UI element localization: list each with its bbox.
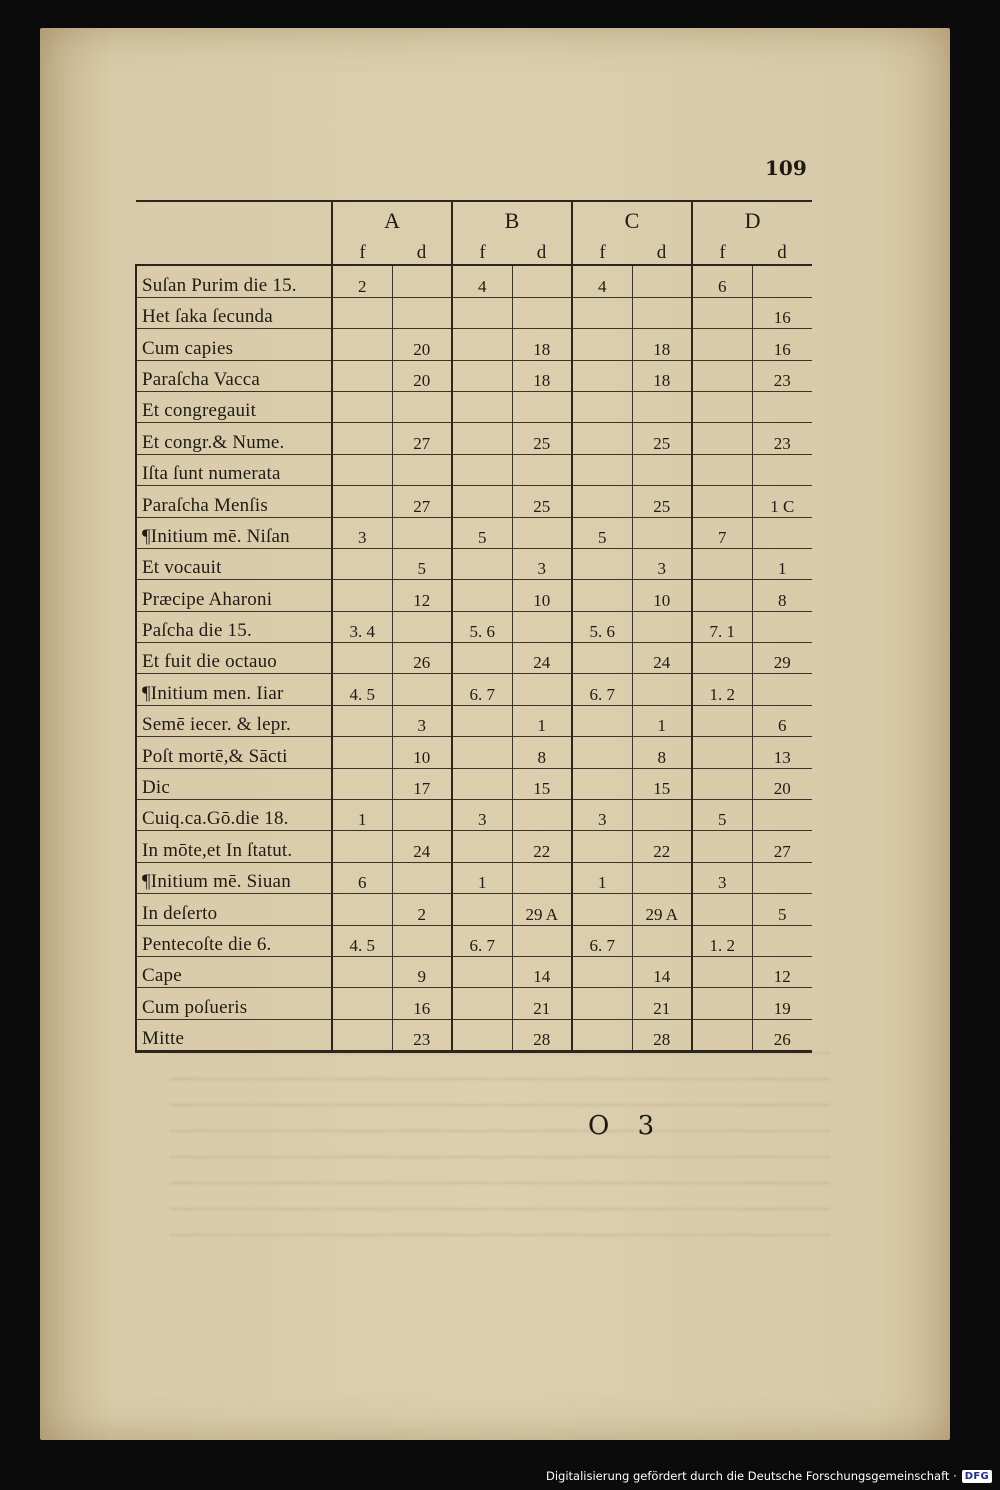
table-cell	[692, 297, 752, 328]
table-cell: 3	[392, 705, 452, 736]
table-cell: 23	[752, 423, 812, 454]
table-cell: 5. 6	[572, 611, 632, 642]
table-cell	[572, 705, 632, 736]
subheader-row	[136, 234, 812, 265]
table-cell: 8	[512, 737, 572, 768]
row-label: Cuiq.ca.Gō.die 18.	[136, 800, 332, 831]
table-cell	[692, 580, 752, 611]
table-cell: 6. 7	[452, 674, 512, 705]
table-cell: 22	[632, 831, 692, 862]
table-cell: 17	[392, 768, 452, 799]
table-cell: 6. 7	[572, 674, 632, 705]
table-cell	[452, 329, 512, 360]
table-cell	[752, 517, 812, 548]
table-cell	[632, 925, 692, 956]
table-cell: 2	[332, 265, 392, 297]
table-cell	[572, 454, 632, 485]
table-cell: 1	[452, 862, 512, 893]
table-cell: 27	[392, 486, 452, 517]
row-label: In deſerto	[136, 894, 332, 925]
table-cell	[692, 894, 752, 925]
table-cell: 10	[392, 737, 452, 768]
table-cell: 10	[512, 580, 572, 611]
table-cell	[512, 862, 572, 893]
table-cell: 27	[752, 831, 812, 862]
table-row	[136, 705, 812, 736]
table-cell: 4	[452, 265, 512, 297]
table-cell: 6. 7	[452, 925, 512, 956]
table-cell	[572, 831, 632, 862]
row-label: Iſta ſunt numerata	[136, 454, 332, 485]
table-cell	[452, 768, 512, 799]
table-cell	[392, 517, 452, 548]
table-cell: 3. 4	[332, 611, 392, 642]
bleed-through-text	[170, 1038, 830, 1238]
table-cell	[332, 643, 392, 674]
table-cell	[392, 925, 452, 956]
subheader-b-d: d	[512, 234, 572, 265]
table-cell: 18	[512, 329, 572, 360]
table-cell	[752, 265, 812, 297]
table-cell	[332, 768, 392, 799]
row-label: Semē iecer. & lepr.	[136, 705, 332, 736]
table-cell: 25	[632, 486, 692, 517]
table-cell	[752, 611, 812, 642]
table-cell: 3	[632, 548, 692, 579]
table-cell	[392, 297, 452, 328]
group-header-d: D	[692, 201, 812, 234]
table-cell	[332, 360, 392, 391]
table-cell: 16	[752, 297, 812, 328]
table-cell: 13	[752, 737, 812, 768]
table-cell	[332, 988, 392, 1019]
row-label: Pentecoſte die 6.	[136, 925, 332, 956]
table-row	[136, 862, 812, 893]
row-label: Cum capies	[136, 329, 332, 360]
group-header-c: C	[572, 201, 692, 234]
row-label: Paraſcha Menſis	[136, 486, 332, 517]
table-cell	[332, 831, 392, 862]
table-cell: 6	[332, 862, 392, 893]
table-cell: 7	[692, 517, 752, 548]
table-cell: 25	[512, 486, 572, 517]
table-cell: 3	[332, 517, 392, 548]
table-cell: 23	[752, 360, 812, 391]
digitization-footer	[546, 1466, 992, 1486]
table-cell: 14	[512, 956, 572, 987]
table-cell	[452, 988, 512, 1019]
table-cell	[332, 956, 392, 987]
table-cell: 21	[512, 988, 572, 1019]
table-cell: 14	[632, 956, 692, 987]
subheader-d-f: f	[692, 234, 752, 265]
subheader-a-f: f	[332, 234, 392, 265]
table-row	[136, 768, 812, 799]
table-cell	[572, 894, 632, 925]
table-cell	[512, 925, 572, 956]
row-label: Et congr.& Nume.	[136, 423, 332, 454]
table-cell: 12	[392, 580, 452, 611]
row-label: In mōte,et In ſtatut.	[136, 831, 332, 862]
table-cell	[692, 391, 752, 422]
table-cell: 5	[692, 800, 752, 831]
book-page	[40, 28, 950, 1440]
row-label: Het ſaka ſecunda	[136, 297, 332, 328]
table-row	[136, 894, 812, 925]
table-cell: 24	[512, 643, 572, 674]
table-cell	[332, 297, 392, 328]
table-cell	[572, 643, 632, 674]
table-cell	[692, 831, 752, 862]
table-cell	[452, 894, 512, 925]
table-cell	[392, 265, 452, 297]
table-cell	[752, 674, 812, 705]
group-header-a: A	[332, 201, 452, 234]
table-cell	[452, 548, 512, 579]
table-row	[136, 925, 812, 956]
table-cell	[572, 329, 632, 360]
table-cell	[692, 737, 752, 768]
table-cell	[452, 643, 512, 674]
table-cell	[452, 580, 512, 611]
subheader-c-d: d	[632, 234, 692, 265]
table-cell	[332, 705, 392, 736]
table-cell: 1. 2	[692, 674, 752, 705]
table-cell	[692, 956, 752, 987]
table-cell	[632, 800, 692, 831]
table-cell	[572, 988, 632, 1019]
table-cell	[692, 548, 752, 579]
table-row	[136, 391, 812, 422]
table-cell	[632, 517, 692, 548]
subheader-c-f: f	[572, 234, 632, 265]
footer-credit: Digitalisierung gefördert durch die Deutsche Forschungsgemeinschaft ·	[545, 1469, 957, 1483]
table-cell: 28	[632, 1019, 692, 1051]
table-row	[136, 517, 812, 548]
table-cell	[632, 454, 692, 485]
table-cell: 1	[512, 705, 572, 736]
row-label: Et fuit die octauo	[136, 643, 332, 674]
table-cell: 5	[572, 517, 632, 548]
table-cell: 27	[392, 423, 452, 454]
table-cell	[692, 643, 752, 674]
table-row	[136, 988, 812, 1019]
table-cell	[512, 454, 572, 485]
table-cell: 28	[512, 1019, 572, 1051]
dfg-logo-icon: DFG	[962, 1470, 992, 1483]
table-cell	[452, 360, 512, 391]
row-label: Et congregauit	[136, 391, 332, 422]
group-header-row	[136, 201, 812, 234]
table-row	[136, 831, 812, 862]
table-cell	[572, 956, 632, 987]
table-cell	[392, 391, 452, 422]
table-cell	[572, 580, 632, 611]
table-cell: 25	[512, 423, 572, 454]
table-cell	[332, 391, 392, 422]
table-cell: 6	[692, 265, 752, 297]
table-cell	[692, 454, 752, 485]
table-cell	[692, 768, 752, 799]
table-cell	[692, 705, 752, 736]
table-cell	[512, 265, 572, 297]
table-body	[136, 265, 812, 1051]
table-cell	[512, 800, 572, 831]
table-cell: 16	[752, 329, 812, 360]
table-row	[136, 643, 812, 674]
table-cell	[632, 265, 692, 297]
table-cell: 19	[752, 988, 812, 1019]
row-label: Suſan Purim die 15.	[136, 265, 332, 297]
row-label: Cum poſueris	[136, 988, 332, 1019]
table-cell: 29 A	[512, 894, 572, 925]
table-cell: 1	[752, 548, 812, 579]
table-cell: 20	[392, 360, 452, 391]
table-cell	[632, 674, 692, 705]
row-label: ¶Initium mē. Siuan	[136, 862, 332, 893]
table-cell	[332, 548, 392, 579]
table-cell	[632, 611, 692, 642]
table-cell: 22	[512, 831, 572, 862]
table-cell: 3	[572, 800, 632, 831]
table-cell	[512, 297, 572, 328]
subheader-d-d: d	[752, 234, 812, 265]
table-cell	[692, 988, 752, 1019]
table-cell	[572, 423, 632, 454]
table-cell	[332, 737, 392, 768]
table-cell: 3	[452, 800, 512, 831]
table-cell	[392, 674, 452, 705]
table-cell	[332, 329, 392, 360]
table-cell	[332, 486, 392, 517]
table-cell: 4. 5	[332, 925, 392, 956]
table-cell: 1	[572, 862, 632, 893]
row-label: Paraſcha Vacca	[136, 360, 332, 391]
table-cell: 15	[632, 768, 692, 799]
table-cell: 18	[512, 360, 572, 391]
table-cell	[692, 423, 752, 454]
table-cell: 6. 7	[572, 925, 632, 956]
row-label: Mitte	[136, 1019, 332, 1051]
table-cell	[452, 705, 512, 736]
row-label: Dic	[136, 768, 332, 799]
table-cell: 8	[752, 580, 812, 611]
row-label: ¶Initium men. Iiar	[136, 674, 332, 705]
table-cell: 3	[512, 548, 572, 579]
row-label: Poſt mortē,& Sācti	[136, 737, 332, 768]
table-cell	[632, 391, 692, 422]
table-row	[136, 423, 812, 454]
table-cell: 23	[392, 1019, 452, 1051]
calendar-table	[135, 200, 812, 1053]
table-cell: 16	[392, 988, 452, 1019]
table-cell	[392, 862, 452, 893]
table-cell: 4	[572, 265, 632, 297]
table-row	[136, 580, 812, 611]
table-cell	[452, 391, 512, 422]
table-cell	[392, 611, 452, 642]
table-cell	[512, 674, 572, 705]
row-label: Cape	[136, 956, 332, 987]
header-blank-corner	[136, 201, 332, 234]
table-cell	[452, 297, 512, 328]
table-cell	[572, 360, 632, 391]
table-cell	[452, 454, 512, 485]
table-row	[136, 265, 812, 297]
table-cell: 4. 5	[332, 674, 392, 705]
table-cell: 24	[632, 643, 692, 674]
table-cell: 24	[392, 831, 452, 862]
table-row	[136, 737, 812, 768]
table-cell	[332, 580, 392, 611]
table-cell	[632, 862, 692, 893]
table-row	[136, 548, 812, 579]
table-cell	[332, 454, 392, 485]
header-blank-corner-sub	[136, 234, 332, 265]
table-row	[136, 611, 812, 642]
table-cell: 18	[632, 360, 692, 391]
table-cell: 21	[632, 988, 692, 1019]
table-cell: 10	[632, 580, 692, 611]
table-row	[136, 360, 812, 391]
table-cell: 5	[452, 517, 512, 548]
table-cell	[752, 862, 812, 893]
table-cell: 8	[632, 737, 692, 768]
row-label: Præcipe Aharoni	[136, 580, 332, 611]
table-cell	[572, 297, 632, 328]
row-label: Paſcha die 15.	[136, 611, 332, 642]
table-cell	[752, 800, 812, 831]
table-row	[136, 454, 812, 485]
table-cell: 25	[632, 423, 692, 454]
table-cell	[572, 486, 632, 517]
table-cell	[512, 611, 572, 642]
page-number: 109	[765, 156, 807, 180]
table-cell: 26	[752, 1019, 812, 1051]
table-cell: 15	[512, 768, 572, 799]
table-cell: 1. 2	[692, 925, 752, 956]
table-cell	[452, 956, 512, 987]
table-cell: 6	[752, 705, 812, 736]
table-cell	[692, 329, 752, 360]
table-cell	[692, 360, 752, 391]
table-cell: 5. 6	[452, 611, 512, 642]
table-row	[136, 800, 812, 831]
table-cell	[512, 391, 572, 422]
table-cell	[392, 454, 452, 485]
table-cell: 5	[392, 548, 452, 579]
table-cell	[452, 737, 512, 768]
subheader-a-d: d	[392, 234, 452, 265]
table-cell	[332, 894, 392, 925]
table-cell	[512, 517, 572, 548]
table-cell: 9	[392, 956, 452, 987]
table-cell	[632, 297, 692, 328]
table-row	[136, 297, 812, 328]
table-row	[136, 329, 812, 360]
table-cell: 7. 1	[692, 611, 752, 642]
row-label: ¶Initium mē. Niſan	[136, 517, 332, 548]
table-cell	[752, 925, 812, 956]
table-row	[136, 486, 812, 517]
signature-mark: O 3	[588, 1111, 665, 1141]
table-cell: 2	[392, 894, 452, 925]
table-cell: 18	[632, 329, 692, 360]
table-cell	[392, 800, 452, 831]
table-cell	[452, 486, 512, 517]
table-cell: 20	[752, 768, 812, 799]
table-cell	[572, 391, 632, 422]
table-cell: 5	[752, 894, 812, 925]
table-row	[136, 956, 812, 987]
table-cell	[332, 423, 392, 454]
table-cell: 26	[392, 643, 452, 674]
table-row	[136, 674, 812, 705]
table-cell	[752, 454, 812, 485]
table-cell	[452, 831, 512, 862]
table-cell: 1 C	[752, 486, 812, 517]
table-cell	[692, 486, 752, 517]
table-cell	[572, 737, 632, 768]
table-cell	[752, 391, 812, 422]
table-cell	[452, 423, 512, 454]
table-cell: 3	[692, 862, 752, 893]
subheader-b-f: f	[452, 234, 512, 265]
table-cell: 1	[332, 800, 392, 831]
table-cell: 1	[632, 705, 692, 736]
table-cell	[572, 548, 632, 579]
table-cell: 29	[752, 643, 812, 674]
row-label: Et vocauit	[136, 548, 332, 579]
group-header-b: B	[452, 201, 572, 234]
table-cell: 20	[392, 329, 452, 360]
table-cell: 29 A	[632, 894, 692, 925]
table-cell	[572, 768, 632, 799]
table-cell: 12	[752, 956, 812, 987]
